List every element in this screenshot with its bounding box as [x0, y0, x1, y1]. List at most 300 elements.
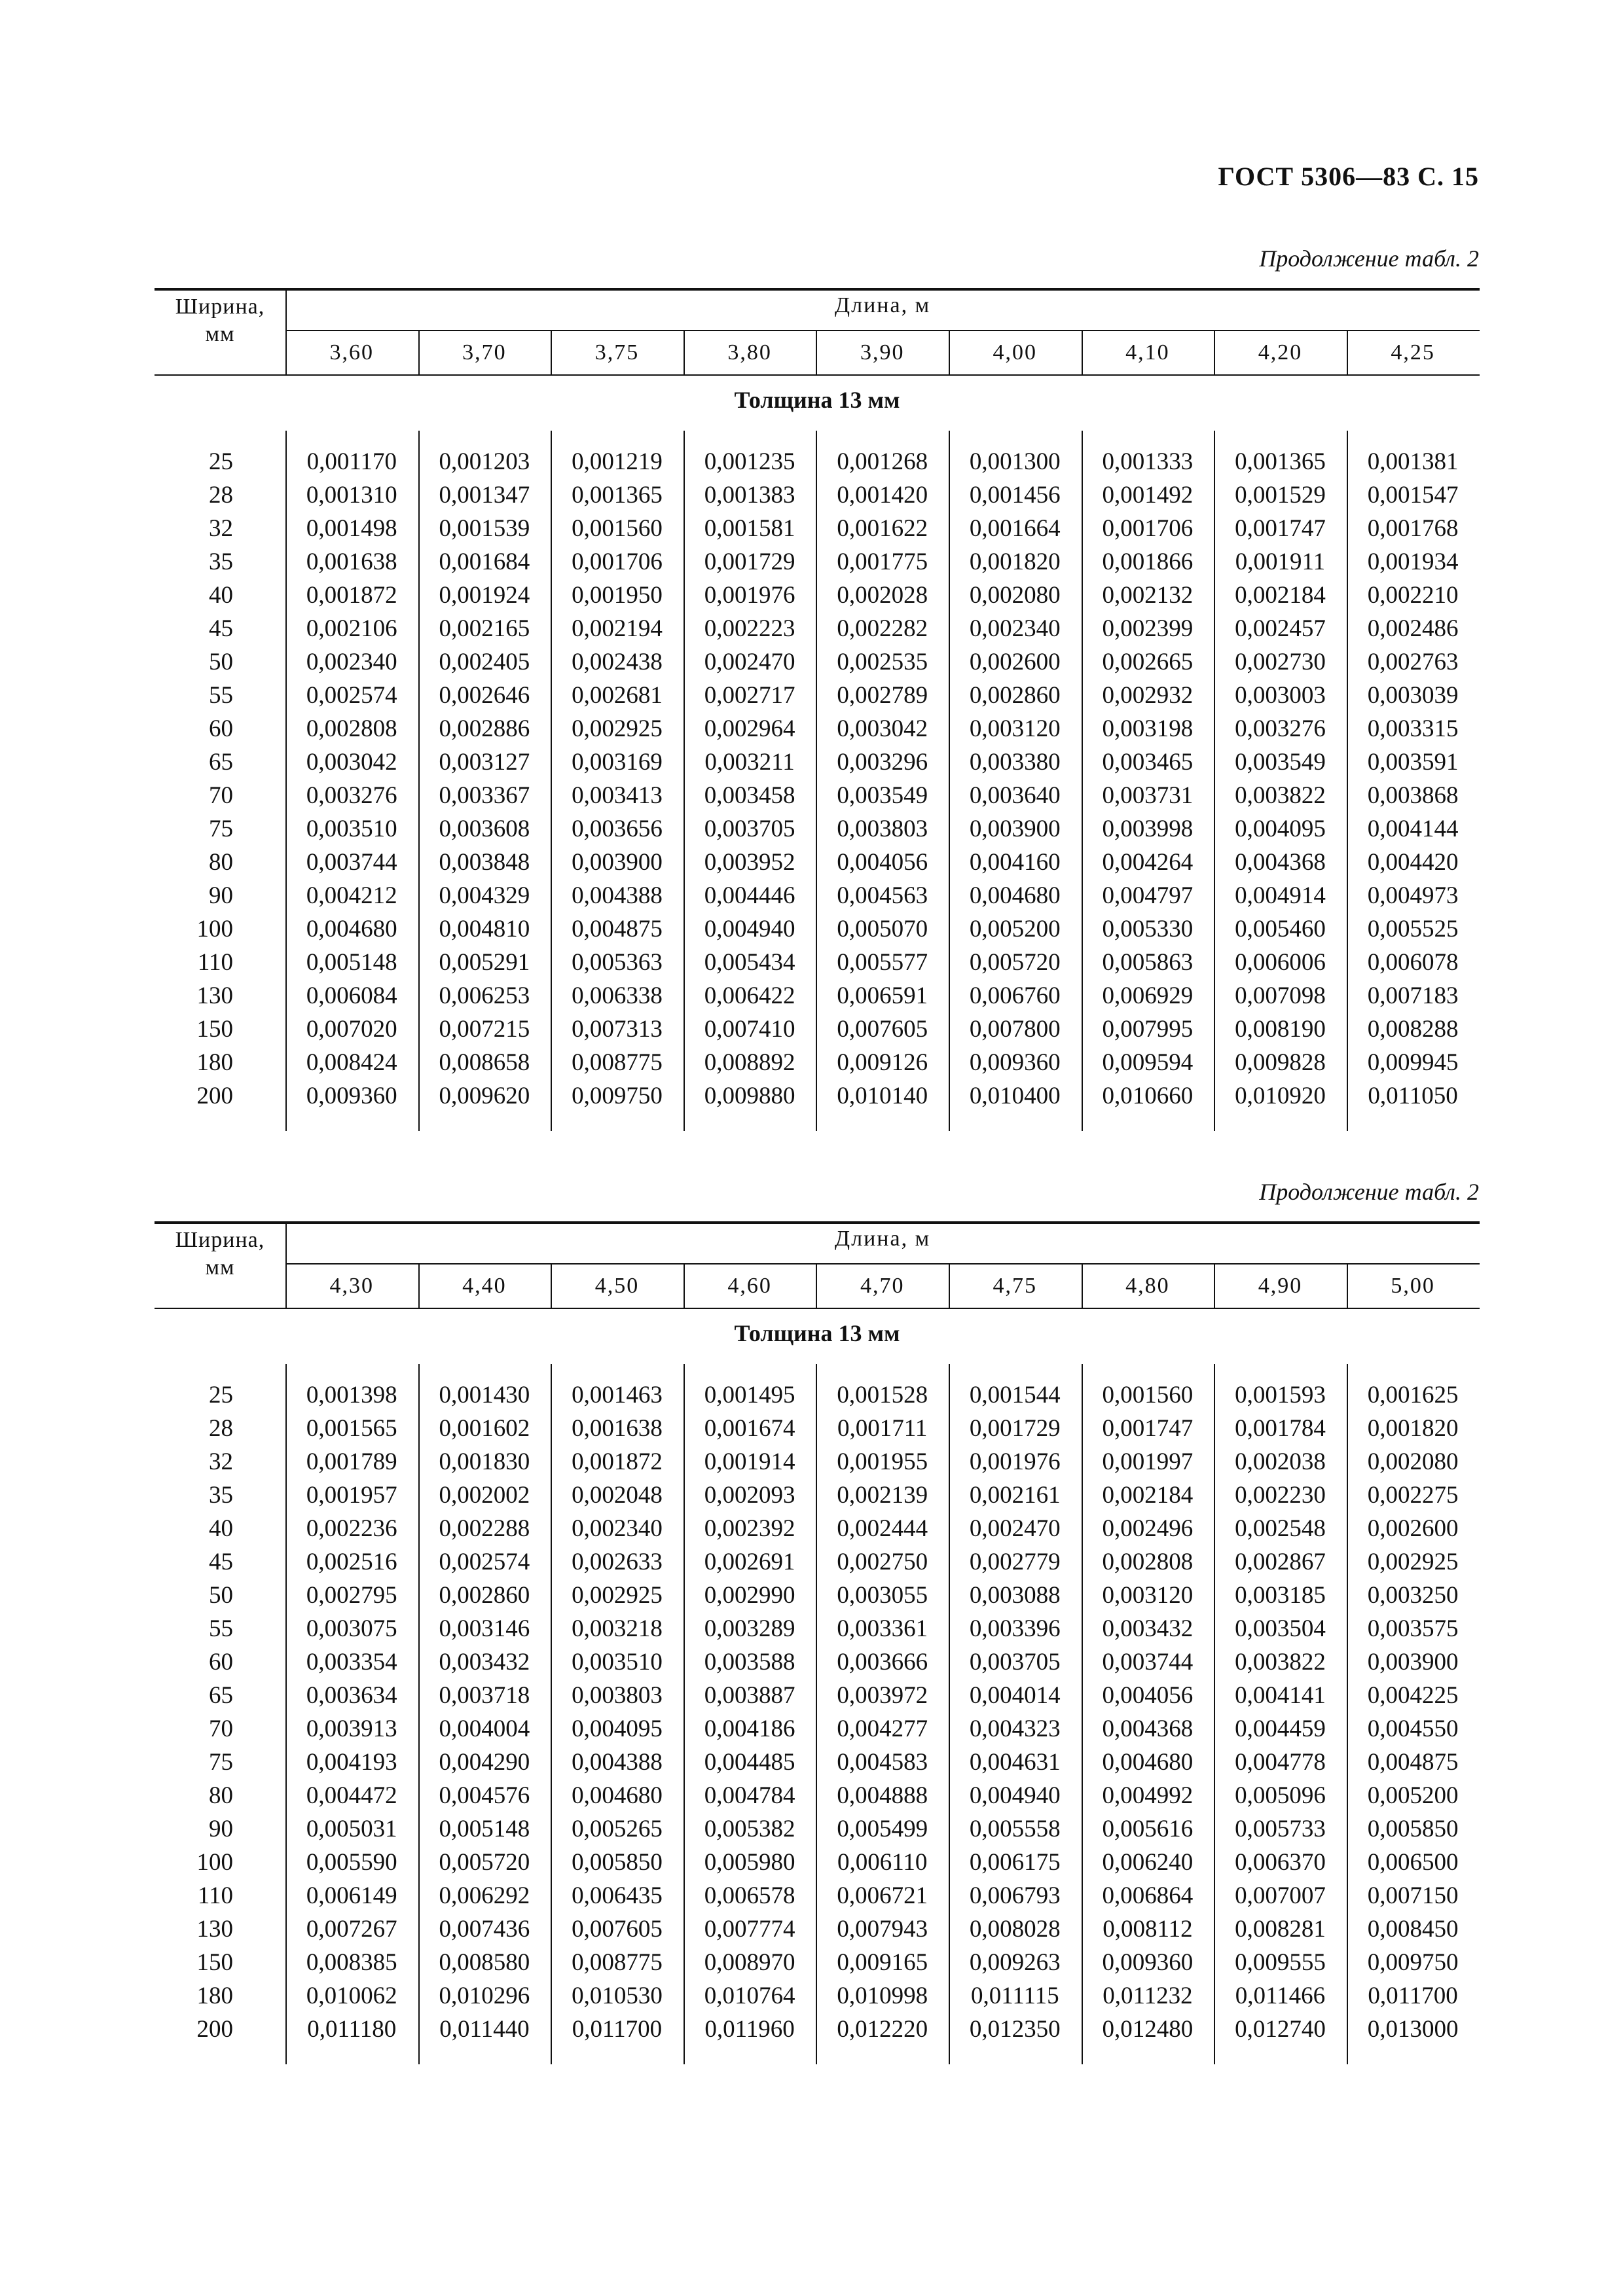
table-cell: 0,001872: [306, 582, 397, 609]
table-cell: 0,004004: [439, 1715, 530, 1742]
table-cell: 0,003075: [306, 1615, 397, 1642]
table-cell: 0,001820: [969, 548, 1061, 575]
table-cell: 0,006435: [572, 1882, 663, 1909]
row-width-value: 60: [209, 1649, 233, 1676]
header-divider: [551, 1263, 552, 1308]
table-cell: 0,006591: [837, 982, 928, 1009]
table-cell: 0,004973: [1367, 882, 1459, 909]
table-cell: 0,001638: [306, 548, 397, 575]
table-cell: 0,002340: [969, 615, 1061, 642]
table-cell: 0,005863: [1102, 949, 1194, 976]
table-cell: 0,003887: [704, 1682, 795, 1709]
table-cell: 0,001768: [1367, 515, 1459, 542]
table-cell: 0,002002: [439, 1482, 530, 1509]
row-width-value: 50: [209, 1582, 233, 1609]
header-divider: [816, 1263, 817, 1308]
table-cell: 0,003039: [1367, 682, 1459, 709]
header-divider: [551, 330, 552, 374]
table-cell: 0,003868: [1367, 782, 1459, 809]
length-column-header: 4,25: [1391, 340, 1435, 365]
table-cell: 0,001498: [306, 515, 397, 542]
header-divider: [1082, 1263, 1083, 1308]
table-cell: 0,003608: [439, 816, 530, 842]
table-cell: 0,002340: [306, 649, 397, 675]
table-cell: 0,007995: [1102, 1016, 1194, 1043]
table-cell: 0,009750: [572, 1083, 663, 1109]
row-width-value: 110: [197, 949, 233, 976]
row-width-value: 150: [196, 1016, 233, 1043]
width-column-header: [155, 1227, 285, 1282]
table-cell: 0,005148: [439, 1816, 530, 1842]
table-cell: 0,002750: [837, 1549, 928, 1575]
row-width-value: 150: [196, 1949, 233, 1976]
table-cell: 0,003718: [439, 1682, 530, 1709]
table-cell: 0,001495: [704, 1382, 795, 1408]
table-cell: 0,001957: [306, 1482, 397, 1509]
row-width-value: 65: [209, 1682, 233, 1709]
table-cell: 0,003055: [837, 1582, 928, 1609]
table-cell: 0,006929: [1102, 982, 1194, 1009]
length-column-header: 4,90: [1258, 1274, 1303, 1298]
table-cell: 0,002600: [1367, 1515, 1459, 1542]
table-cell: 0,011180: [307, 2016, 397, 2043]
row-width-value: 70: [209, 782, 233, 809]
table-cell: 0,002184: [1235, 582, 1326, 609]
table-cell: 0,002139: [837, 1482, 928, 1509]
table-cell: 0,004940: [704, 916, 795, 942]
table-cell: 0,003120: [969, 715, 1061, 742]
table-cell: 0,006500: [1367, 1849, 1459, 1876]
table-cell: 0,012350: [969, 2016, 1061, 2043]
table-cell: 0,003822: [1235, 1649, 1326, 1676]
table-cell: 0,001706: [1102, 515, 1194, 542]
table-cell: 0,005558: [969, 1816, 1061, 1842]
table-cell: 0,002048: [572, 1482, 663, 1509]
table-cell: 0,003504: [1235, 1615, 1326, 1642]
table-cell: 0,011700: [1368, 1982, 1458, 2009]
table-cell: 0,002681: [572, 682, 663, 709]
table-cell: 0,003296: [837, 749, 928, 776]
table-cell: 0,008450: [1367, 1916, 1459, 1943]
table-cell: 0,004914: [1235, 882, 1326, 909]
row-width-value: 28: [209, 482, 233, 509]
table-cell: 0,001430: [439, 1382, 530, 1408]
header-divider: [1214, 1263, 1215, 1308]
table-cell: 0,008424: [306, 1049, 397, 1076]
table-cell: 0,002080: [969, 582, 1061, 609]
table-cell: 0,001622: [837, 515, 928, 542]
table-cell: 0,002486: [1367, 615, 1459, 642]
width-header-label: Ширина,: [175, 1228, 265, 1252]
table-cell: 0,002288: [439, 1515, 530, 1542]
table-cell: 0,003088: [969, 1582, 1061, 1609]
table-cell: 0,003549: [837, 782, 928, 809]
table-cell: 0,003588: [704, 1649, 795, 1676]
row-width-value: 75: [209, 816, 233, 842]
length-column-header: 4,10: [1125, 340, 1170, 365]
table-cell: 0,009828: [1235, 1049, 1326, 1076]
thickness-caption: Толщина 13 мм: [734, 1320, 900, 1346]
table-cell: 0,003913: [306, 1715, 397, 1742]
table-cell: 0,002535: [837, 649, 928, 675]
table-cell: 0,003218: [572, 1615, 663, 1642]
length-column-header: 4,70: [860, 1274, 905, 1298]
table-cell: 0,012740: [1235, 2016, 1326, 2043]
table-cell: 0,004940: [969, 1782, 1061, 1809]
table-cell: 0,009165: [837, 1949, 928, 1976]
table-cell: 0,003640: [969, 782, 1061, 809]
table-cell: 0,003731: [1102, 782, 1194, 809]
table-cell: 0,002860: [439, 1582, 530, 1609]
table-cell: 0,008970: [704, 1949, 795, 1976]
table-cell: 0,003900: [572, 849, 663, 876]
table-cell: 0,006175: [969, 1849, 1061, 1876]
row-width-value: 180: [196, 1982, 233, 2009]
table-cell: 0,005434: [704, 949, 795, 976]
table-cell: 0,003549: [1235, 749, 1326, 776]
table-cell: 0,006338: [572, 982, 663, 1009]
table-cell: 0,001789: [306, 1448, 397, 1475]
table-cell: 0,005720: [439, 1849, 530, 1876]
header-divider: [1347, 330, 1348, 374]
header-divider: [949, 1263, 950, 1308]
table-cell: 0,003510: [572, 1649, 663, 1676]
table-cell: 0,006422: [704, 982, 795, 1009]
table-cell: 0,010764: [704, 1982, 795, 2009]
table-cell: 0,009880: [704, 1083, 795, 1109]
table-cell: 0,001775: [837, 548, 928, 575]
table-cell: 0,006078: [1367, 949, 1459, 976]
table-cell: 0,001934: [1367, 548, 1459, 575]
table-cell: 0,001560: [1102, 1382, 1194, 1408]
table-cell: 0,003185: [1235, 1582, 1326, 1609]
table-cell: 0,005031: [306, 1816, 397, 1842]
table-cell: 0,008385: [306, 1949, 397, 1976]
table-cell: 0,004784: [704, 1782, 795, 1809]
table-cell: 0,002165: [439, 615, 530, 642]
table-cell: 0,002106: [306, 615, 397, 642]
header-bottom-rule: [155, 374, 1480, 376]
table-cell: 0,004144: [1367, 816, 1459, 842]
table-cell: 0,004141: [1235, 1682, 1326, 1709]
table-cell: 0,001300: [969, 448, 1061, 475]
table-cell: 0,002516: [306, 1549, 397, 1575]
header-divider: [1082, 330, 1083, 374]
row-width-value: 55: [209, 1615, 233, 1642]
table-cell: 0,001383: [704, 482, 795, 509]
table-cell: 0,003367: [439, 782, 530, 809]
table-cell: 0,003276: [1235, 715, 1326, 742]
row-width-value: 28: [209, 1415, 233, 1442]
table-cell: 0,010400: [969, 1083, 1061, 1109]
table-cell: 0,010062: [306, 1982, 397, 2009]
header-divider: [418, 330, 420, 374]
table-cell: 0,011232: [1103, 1982, 1193, 2009]
table-cell: 0,010296: [439, 1982, 530, 2009]
table-top-rule: [155, 1221, 1480, 1224]
table-cell: 0,002665: [1102, 649, 1194, 675]
table-cell: 0,003744: [1102, 1649, 1194, 1676]
length-column-header: 4,00: [993, 340, 1038, 365]
table-cell: 0,009594: [1102, 1049, 1194, 1076]
table-cell: 0,002932: [1102, 682, 1194, 709]
table-cell: 0,008288: [1367, 1016, 1459, 1043]
table-cell: 0,002964: [704, 715, 795, 742]
table-cell: 0,007098: [1235, 982, 1326, 1009]
table-cell: 0,001347: [439, 482, 530, 509]
table-cell: 0,003127: [439, 749, 530, 776]
page-title: ГОСТ 5306—83 С. 15: [1218, 162, 1479, 191]
table-cell: 0,001268: [837, 448, 928, 475]
table-cell: 0,003289: [704, 1615, 795, 1642]
row-width-value: 50: [209, 649, 233, 675]
length-column-header: 5,00: [1391, 1274, 1435, 1298]
table-cell: 0,003848: [439, 849, 530, 876]
row-width-value: 32: [209, 1448, 233, 1475]
table-cell: 0,008775: [572, 1049, 663, 1076]
table-cell: 0,001529: [1235, 482, 1326, 509]
header-divider: [1347, 1263, 1348, 1308]
table-cell: 0,001398: [306, 1382, 397, 1408]
table-cell: 0,008281: [1235, 1916, 1326, 1943]
table-cell: 0,001830: [439, 1448, 530, 1475]
table-cell: 0,002399: [1102, 615, 1194, 642]
table-cell: 0,003396: [969, 1615, 1061, 1642]
table-cell: 0,006292: [439, 1882, 530, 1909]
table-cell: 0,006721: [837, 1882, 928, 1909]
table-cell: 0,003198: [1102, 715, 1194, 742]
table-cell: 0,001203: [439, 448, 530, 475]
table-cell: 0,012220: [837, 2016, 928, 2043]
table-cell: 0,005382: [704, 1816, 795, 1842]
table-cell: 0,004368: [1235, 849, 1326, 876]
table-cell: 0,003900: [969, 816, 1061, 842]
table-cell: 0,005720: [969, 949, 1061, 976]
width-column-header: [155, 293, 285, 348]
row-width-value: 80: [209, 1782, 233, 1809]
table-cell: 0,002795: [306, 1582, 397, 1609]
table-cell: 0,004680: [1102, 1749, 1194, 1776]
table-cell: 0,007605: [837, 1016, 928, 1043]
row-width-value: 90: [209, 1816, 233, 1842]
table-cell: 0,006006: [1235, 949, 1326, 976]
table-cell: 0,004186: [704, 1715, 795, 1742]
length-column-header: 4,30: [329, 1274, 374, 1298]
table-cell: 0,001381: [1367, 448, 1459, 475]
table-cell: 0,006084: [306, 982, 397, 1009]
table-cell: 0,003042: [837, 715, 928, 742]
table-cell: 0,002925: [1367, 1549, 1459, 1575]
table-cell: 0,001872: [572, 1448, 663, 1475]
row-width-value: 65: [209, 749, 233, 776]
table-cell: 0,002730: [1235, 649, 1326, 675]
table-cell: 0,004810: [439, 916, 530, 942]
table-cell: 0,006370: [1235, 1849, 1326, 1876]
table-cell: 0,005200: [1367, 1782, 1459, 1809]
table-cell: 0,002633: [572, 1549, 663, 1575]
table-cell: 0,003458: [704, 782, 795, 809]
table-cell: 0,004290: [439, 1749, 530, 1776]
row-width-value: 45: [209, 1549, 233, 1575]
table-cell: 0,008112: [1103, 1916, 1193, 1943]
table-cell: 0,006760: [969, 982, 1061, 1009]
row-width-value: 55: [209, 682, 233, 709]
table-cell: 0,002925: [572, 715, 663, 742]
table-cell: 0,002691: [704, 1549, 795, 1575]
table-cell: 0,004095: [1235, 816, 1326, 842]
table-cell: 0,004680: [969, 882, 1061, 909]
row-width-value: 70: [209, 1715, 233, 1742]
header-divider: [949, 330, 950, 374]
table-cell: 0,004680: [306, 916, 397, 942]
row-width-value: 110: [197, 1882, 233, 1909]
table-cell: 0,001976: [704, 582, 795, 609]
table-cell: 0,002093: [704, 1482, 795, 1509]
table-cell: 0,002028: [837, 582, 928, 609]
row-width-value: 200: [196, 1083, 233, 1109]
table-cell: 0,002392: [704, 1515, 795, 1542]
table-cell: 0,007800: [969, 1016, 1061, 1043]
table-cell: 0,003952: [704, 849, 795, 876]
table-cell: 0,001539: [439, 515, 530, 542]
table-cell: 0,001365: [572, 482, 663, 509]
table-cell: 0,008028: [969, 1916, 1061, 1943]
table-cell: 0,002789: [837, 682, 928, 709]
table-cell: 0,003575: [1367, 1615, 1459, 1642]
table-cell: 0,009360: [969, 1049, 1061, 1076]
table-cell: 0,002457: [1235, 615, 1326, 642]
table-cell: 0,001560: [572, 515, 663, 542]
row-width-value: 40: [209, 582, 233, 609]
table-cell: 0,003634: [306, 1682, 397, 1709]
table-cell: 0,004888: [837, 1782, 928, 1809]
table-cell: 0,001581: [704, 515, 795, 542]
table-cell: 0,007215: [439, 1016, 530, 1043]
table-cell: 0,001729: [969, 1415, 1061, 1442]
table-cell: 0,005070: [837, 916, 928, 942]
table-cell: 0,005330: [1102, 916, 1194, 942]
table-cell: 0,004193: [306, 1749, 397, 1776]
table-cell: 0,009750: [1367, 1949, 1459, 1976]
table-cell: 0,007436: [439, 1916, 530, 1943]
table-cell: 0,002763: [1367, 649, 1459, 675]
table-cell: 0,004225: [1367, 1682, 1459, 1709]
table-cell: 0,003169: [572, 749, 663, 776]
table-cell: 0,003146: [439, 1615, 530, 1642]
table-cell: 0,007774: [704, 1916, 795, 1943]
header-divider: [684, 330, 685, 374]
table-cell: 0,009555: [1235, 1949, 1326, 1976]
length-header: Длина, м: [834, 293, 931, 317]
length-column-header: 3,90: [860, 340, 905, 365]
table-cell: 0,003656: [572, 816, 663, 842]
table-cell: 0,005850: [1367, 1816, 1459, 1842]
table-cell: 0,009360: [306, 1083, 397, 1109]
table-cell: 0,002340: [572, 1515, 663, 1542]
table-cell: 0,001625: [1367, 1382, 1459, 1408]
table-cell: 0,004563: [837, 882, 928, 909]
table-cell: 0,011440: [439, 2016, 530, 2043]
table-cell: 0,002808: [1102, 1549, 1194, 1575]
row-width-value: 200: [196, 2016, 233, 2043]
length-column-header: 3,75: [594, 340, 640, 365]
table-cell: 0,002867: [1235, 1549, 1326, 1575]
table-cell: 0,002574: [306, 682, 397, 709]
length-column-header: 4,60: [727, 1274, 772, 1298]
table-cell: 0,001747: [1102, 1415, 1194, 1442]
table-cell: 0,002470: [969, 1515, 1061, 1542]
thickness-caption: Толщина 13 мм: [734, 387, 900, 413]
length-column-header: 3,60: [329, 340, 374, 365]
row-width-value: 180: [196, 1049, 233, 1076]
table-cell: 0,002405: [439, 649, 530, 675]
table-cell: 0,001784: [1235, 1415, 1326, 1442]
table-cell: 0,001565: [306, 1415, 397, 1442]
table-cell: 0,011115: [970, 1982, 1059, 2009]
table-cell: 0,005265: [572, 1816, 663, 1842]
table-top-rule: [155, 288, 1480, 291]
table-cell: 0,002444: [837, 1515, 928, 1542]
table-cell: 0,007150: [1367, 1882, 1459, 1909]
table-cell: 0,004264: [1102, 849, 1194, 876]
table-cell: 0,013000: [1367, 2016, 1459, 2043]
table-cell: 0,011050: [1368, 1083, 1458, 1109]
table-cell: 0,004329: [439, 882, 530, 909]
table-cell: 0,011960: [704, 2016, 795, 2043]
length-column-header: 4,40: [462, 1274, 507, 1298]
table-cell: 0,001955: [837, 1448, 928, 1475]
table-cell: 0,010998: [837, 1982, 928, 2009]
table-cell: 0,004420: [1367, 849, 1459, 876]
table-cell: 0,002080: [1367, 1448, 1459, 1475]
table-cell: 0,001528: [837, 1382, 928, 1408]
table-cell: 0,001235: [704, 448, 795, 475]
table-cell: 0,005096: [1235, 1782, 1326, 1809]
table-cell: 0,003465: [1102, 749, 1194, 776]
table-cell: 0,004797: [1102, 882, 1194, 909]
table-cell: 0,003510: [306, 816, 397, 842]
table-cell: 0,004472: [306, 1782, 397, 1809]
table-cell: 0,004778: [1235, 1749, 1326, 1776]
table-cell: 0,002470: [704, 649, 795, 675]
table-cell: 0,006253: [439, 982, 530, 1009]
table-cell: 0,003042: [306, 749, 397, 776]
table-cell: 0,005148: [306, 949, 397, 976]
table-cell: 0,010530: [572, 1982, 663, 2009]
row-width-value: 130: [196, 1916, 233, 1943]
table-cell: 0,008892: [704, 1049, 795, 1076]
table-cell: 0,004323: [969, 1715, 1061, 1742]
table-cell: 0,003250: [1367, 1582, 1459, 1609]
volume-table: [155, 1221, 1480, 2085]
table-cell: 0,006578: [704, 1882, 795, 1909]
table-cell: 0,002236: [306, 1515, 397, 1542]
table-cell: 0,001976: [969, 1448, 1061, 1475]
length-column-header: 3,80: [727, 340, 772, 365]
table-cell: 0,002860: [969, 682, 1061, 709]
table-cell: 0,004459: [1235, 1715, 1326, 1742]
table-cell: 0,003705: [704, 816, 795, 842]
table-cell: 0,008190: [1235, 1016, 1326, 1043]
table-cell: 0,002282: [837, 615, 928, 642]
table-cell: 0,001365: [1235, 448, 1326, 475]
row-width-value: 100: [196, 916, 233, 942]
table-cell: 0,012480: [1102, 2016, 1194, 2043]
table-cell: 0,004875: [572, 916, 663, 942]
table-cell: 0,002161: [969, 1482, 1061, 1509]
table-cell: 0,006864: [1102, 1882, 1194, 1909]
table-cell: 0,007605: [572, 1916, 663, 1943]
